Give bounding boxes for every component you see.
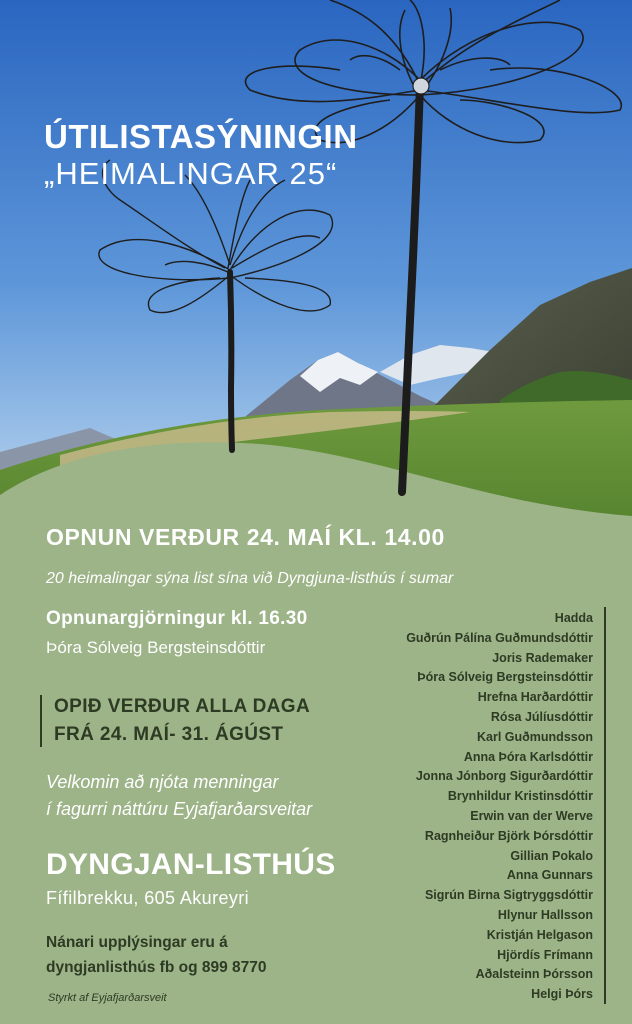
artist-list-accent-bar xyxy=(604,607,606,1004)
info-line-1: Nánari upplýsingar eru á xyxy=(46,934,228,951)
artist-name: Hadda xyxy=(554,611,593,625)
venue-address: Fífilbrekku, 605 Akureyri xyxy=(46,888,250,908)
artist-name: Ragnheiður Björk Þórsdóttir xyxy=(424,828,593,843)
artist-name: Aðalsteinn Þórsson xyxy=(475,967,593,982)
artist-name: Gillian Pokalo xyxy=(510,848,593,863)
artist-name: Sigrún Birna Sigtryggsdóttir xyxy=(424,888,593,903)
artist-name: Kristján Helgason xyxy=(486,927,593,942)
artist-list xyxy=(353,609,593,1005)
performance-artist: Þóra Sólveig Bergsteinsdóttir xyxy=(46,638,266,657)
artist-name: Brynhildur Kristinsdóttir xyxy=(447,789,593,804)
title-line-1: ÚTILISTASÝNINGIN xyxy=(44,118,358,155)
artist-name: Jonna Jónborg Sigurðardóttir xyxy=(415,769,593,784)
artist-name: Guðrún Pálína Guðmundsdóttir xyxy=(406,630,593,645)
artist-name: Anna Þóra Karlsdóttir xyxy=(463,749,593,764)
hours-accent-bar xyxy=(40,695,42,747)
artist-name: Erwin van der Werve xyxy=(470,808,593,823)
welcome-line-2: í fagurri náttúru Eyjafjarðarsveitar xyxy=(46,799,313,819)
tagline: 20 heimalingar sýna list sína við Dyngjuna-listhús í sumar xyxy=(46,570,454,587)
title-line-2: „HEIMALINGAR 25“ xyxy=(44,156,338,191)
performance-time: Opnunargjörningur kl. 16.30 xyxy=(46,608,308,629)
artist-name: Anna Gunnars xyxy=(506,868,593,883)
artist-name: Rósa Júlíusdóttir xyxy=(490,709,593,724)
artist-name: Þóra Sólveig Bergsteinsdóttir xyxy=(417,670,593,685)
artist-name: Karl Guðmundsson xyxy=(477,729,593,744)
hours-line-2: FRÁ 24. MAÍ- 31. ÁGÚST xyxy=(54,724,284,745)
artist-name: Joris Rademaker xyxy=(492,650,593,665)
artist-name: Hrefna Harðardóttir xyxy=(477,690,593,705)
venue-name: DYNGJAN-LISTHÚS xyxy=(46,848,336,881)
artist-name: Hjördís Frímann xyxy=(497,947,593,962)
hours-line-1: OPIÐ VERÐUR ALLA DAGA xyxy=(54,696,311,717)
opening-heading: OPNUN VERÐUR 24. MAÍ KL. 14.00 xyxy=(46,524,445,550)
info-line-2: dyngjanlisthús fb og 899 8770 xyxy=(46,959,267,976)
sponsor-note: Styrkt af Eyjafjarðarsveit xyxy=(48,992,167,1004)
welcome-line-1: Velkomin að njóta menningar xyxy=(46,772,279,792)
artist-name: Helgi Þórs xyxy=(531,987,593,1002)
artist-name: Hlynur Hallsson xyxy=(497,907,593,922)
